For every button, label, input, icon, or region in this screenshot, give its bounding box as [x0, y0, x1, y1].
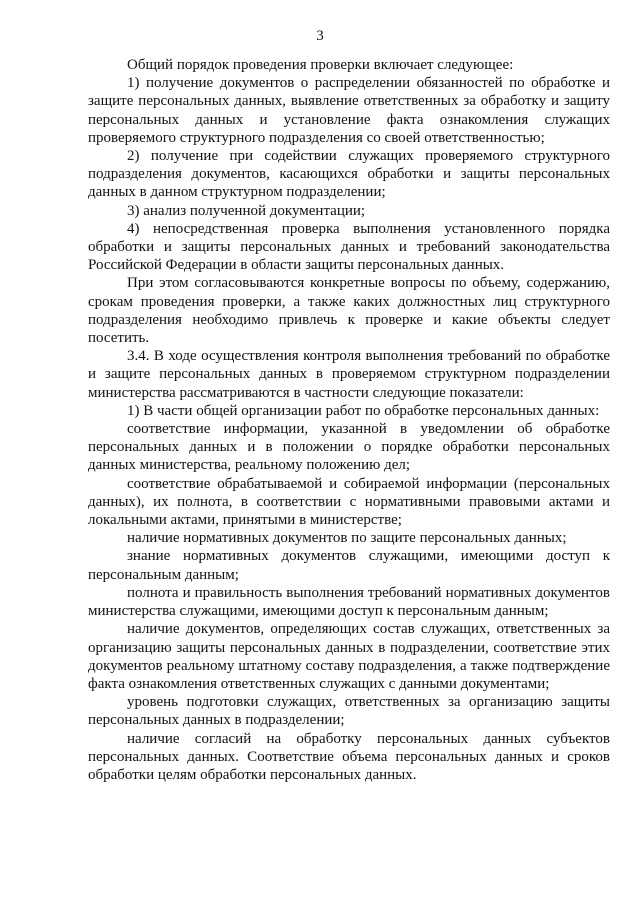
- document-body: [88, 56, 610, 784]
- paragraph-indicator-completeness: полнота и правильность выполнения требований нормативных документов министерства служащими, имеющими доступ к персональным данным;: [88, 584, 610, 620]
- paragraph-indicator-training: уровень подготовки служащих, ответственных за организацию защиты персональных данных в подразделении;: [88, 694, 610, 729]
- paragraph-indicator-normative-docs: наличие нормативных документов по защите персональных данных;: [127, 530, 567, 547]
- paragraph-indicator-knowledge: знание нормативных документов служащими, имеющими доступ к персональным данным;: [88, 548, 610, 583]
- paragraph-indicator-information: соответствие обрабатываемой и собираемой информации (персональных данных), их полнота, в соответствии с нормативными правовыми актами и локальными актами, принятыми в министерстве;: [88, 475, 610, 529]
- paragraph-section-3-4: 3.4. В ходе осуществления контроля выполнения требований по обработке и защите персональных данных в проверяемом структурном подразделении министерства рассматриваются в частности следующие показатели:: [88, 348, 610, 401]
- page-number: 3: [316, 28, 324, 44]
- paragraph-general-organization: 1) В части общей организации работ по обработке персональных данных:: [127, 402, 600, 419]
- paragraph-indicator-notification: соответствие информации, указанной в уведомлении об обработке персональных данных и в положении о порядке обработки персональных данных министерства, реальному положению дел;: [88, 421, 610, 474]
- paragraph-intro: Общий порядок проведения проверки включает следующее:: [127, 57, 514, 73]
- paragraph-indicator-responsible-staff: наличие документов, определяющих состав служащих, ответственных за организацию защиты персональных данных в подразделении, соответствие этих документов реальному штатному составу подразделения, а также подтверждение факта ознакомления ответственных служащих с данными документами;: [88, 621, 610, 692]
- paragraph-item-3: 3) анализ полученной документации;: [127, 202, 366, 219]
- paragraph-item-4: 4) непосредственная проверка выполнения установленного порядка обработки и защиты персональных данных и требований законодательства Российской Федерации в области защиты персональных данных.: [88, 220, 610, 274]
- paragraph-agreement: При этом согласовываются конкретные вопросы по объему, содержанию, срокам проведения проверки, а также каких должностных лиц структурного подразделения необходимо привлечь к проверке и какие объекты следует посетить.: [88, 275, 610, 347]
- paragraph-indicator-consent: наличие согласий на обработку персональных данных субъектов персональных данных. Соответствие объема персональных данных и сроков обработки целям обработки персональных данных.: [88, 730, 610, 783]
- paragraph-item-2: 2) получение при содействии служащих проверяемого структурного подразделения документов, касающихся обработки и защиты персональных данных в данном структурном подразделении;: [88, 148, 610, 201]
- paragraph-item-1: 1) получение документов о распределении обязанностей по обработке и защите персональных данных, выявление ответственных за обработку и защиту персональных данных и установление факта ознакомления служащих проверяемого структурного подразделения со своей ответственностью;: [88, 75, 610, 146]
